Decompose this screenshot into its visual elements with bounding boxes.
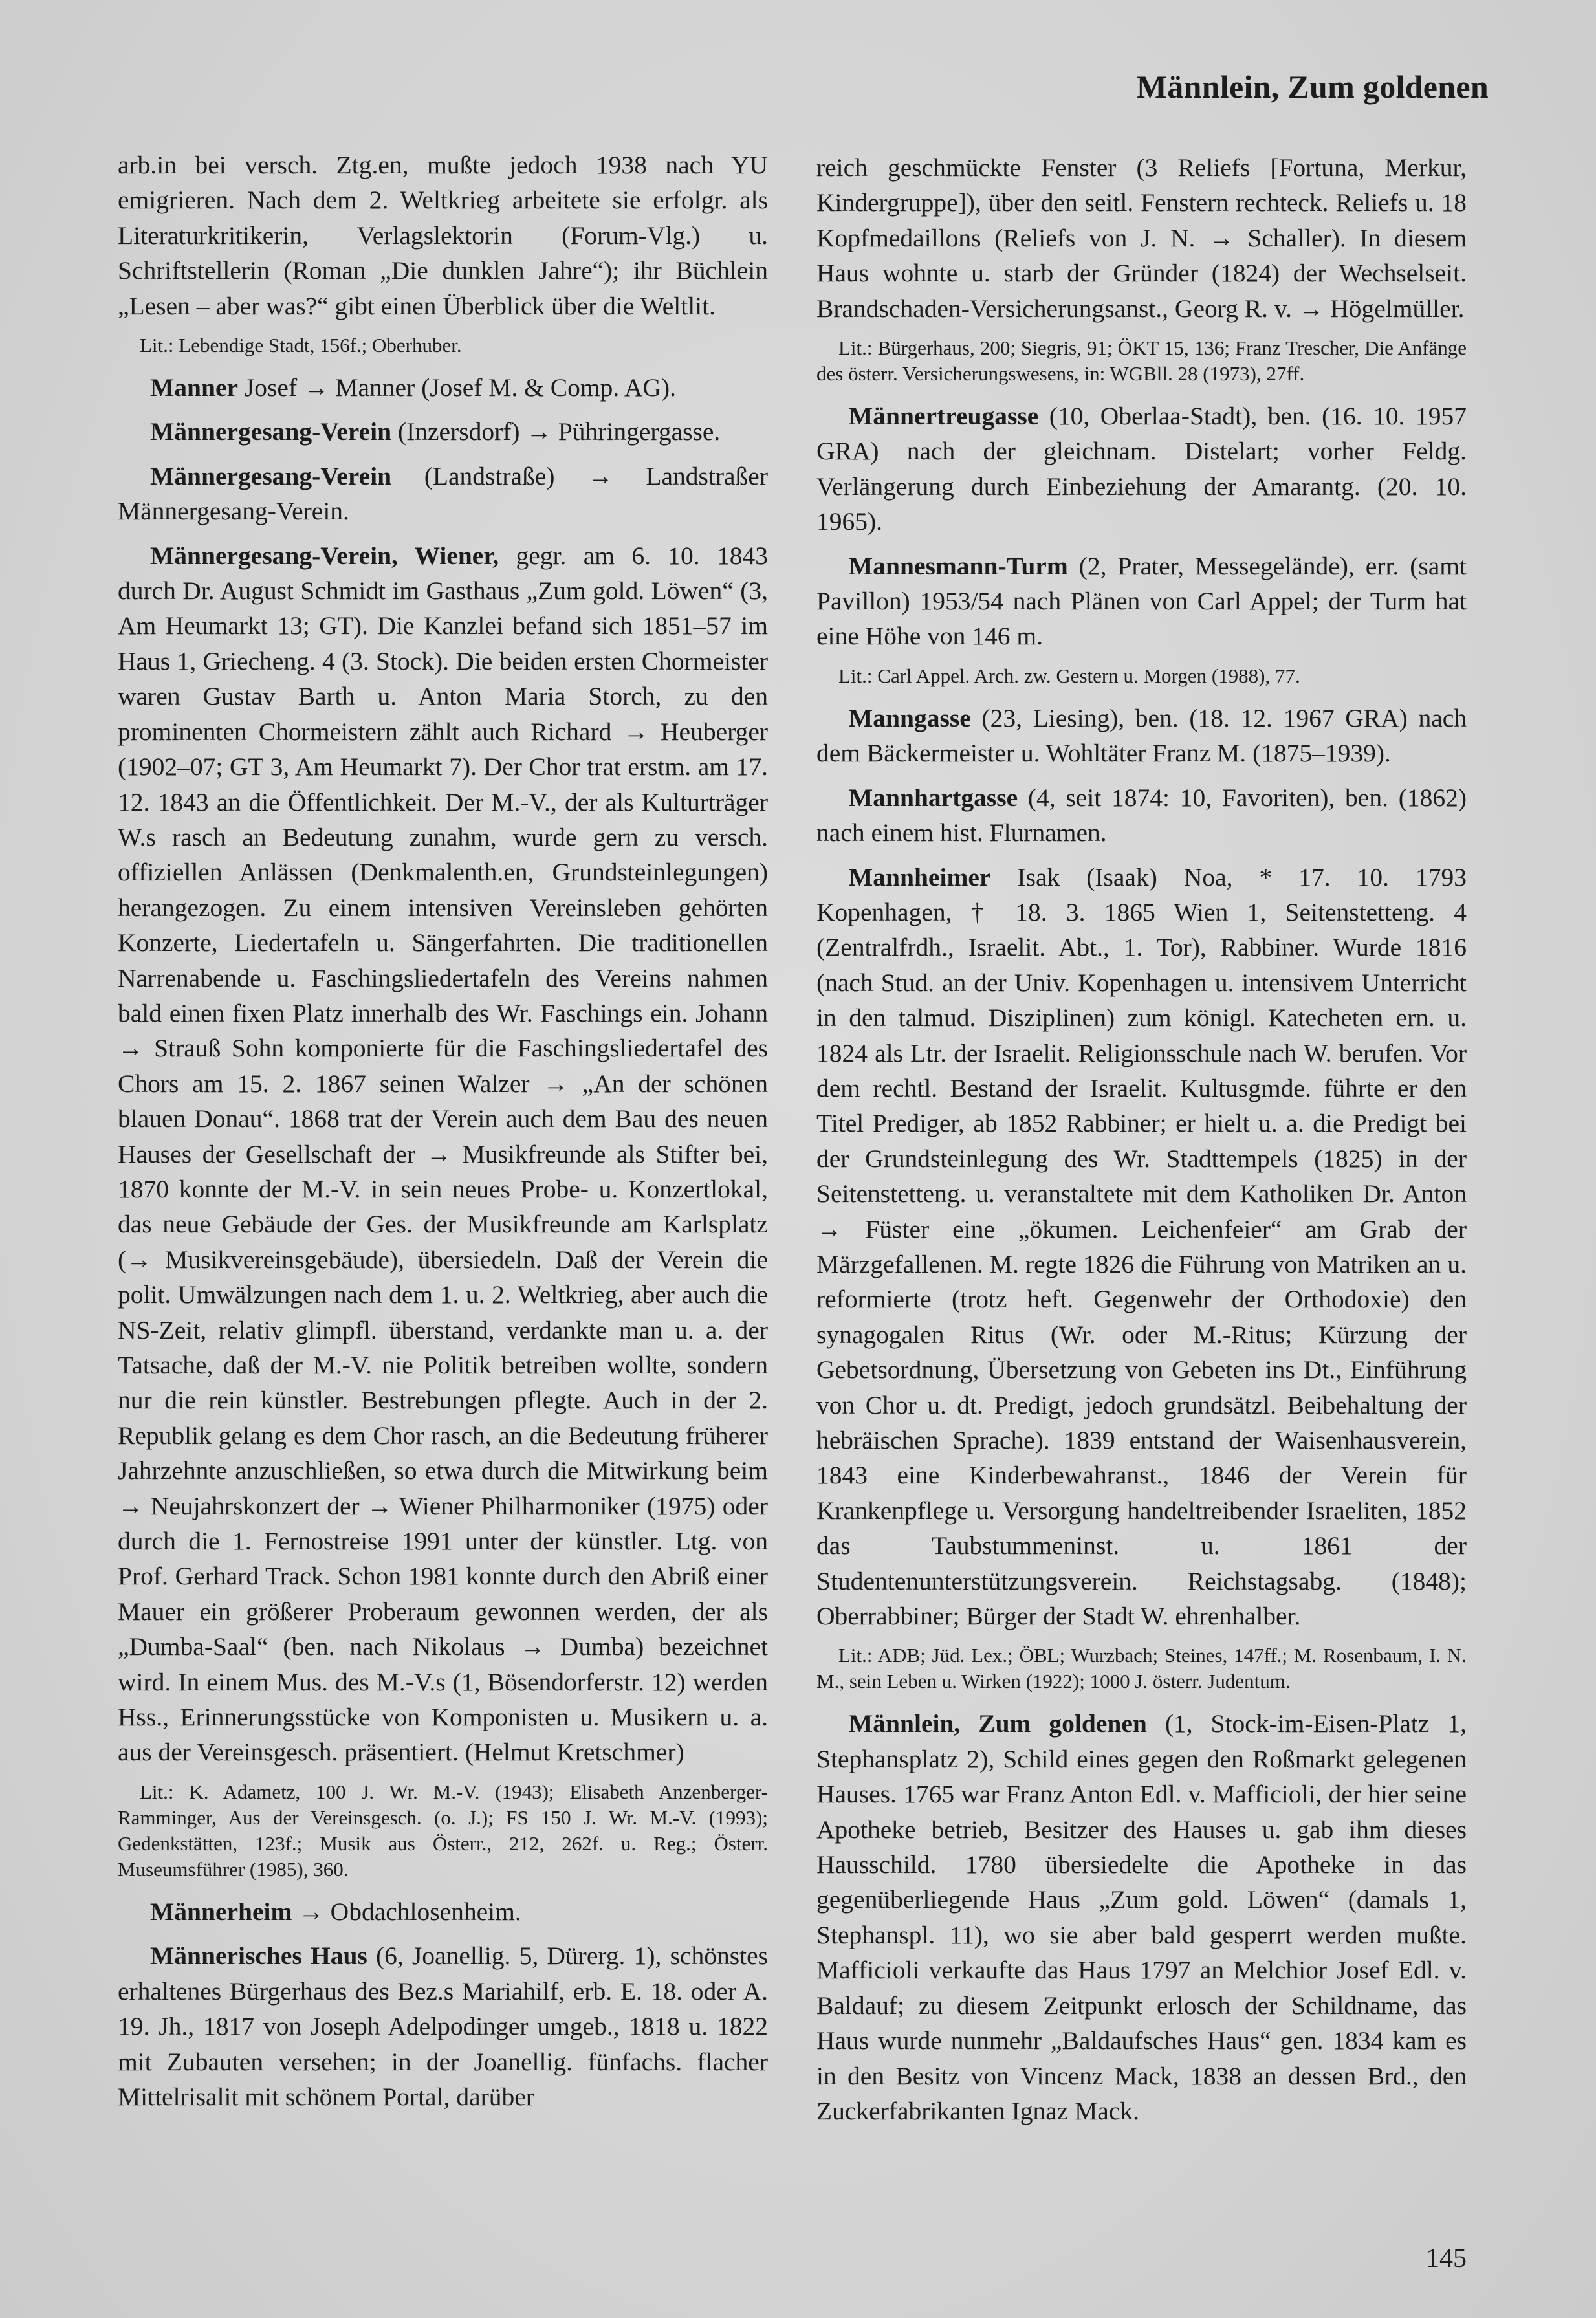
entry-text: (23, Liesing), ben. (18. 12. 1967 GRA) nach dem Bäckermeister u. Wohltäter Franz M. (1875–1939). xyxy=(816,703,1467,768)
entry-text: reich geschmückte Fenster (3 Reliefs [Fortuna, Merkur, Kindergruppe]), über den seitl. Fenstern rechteck. Reliefs u. 18 Kopfmedaillons (Reliefs von J. N. → Schaller). In diesem Haus wohnte u. starb der Gründer (1824) der Wechselseit. Brandschaden-Versicherungsanst., Georg R. v. → Högelmüller. xyxy=(816,153,1467,323)
entry-headword: Manner xyxy=(150,373,239,402)
entry-headword: Männergesang-Verein, Wiener, xyxy=(150,541,499,570)
literature-note: Lit.: ADB; Jüd. Lex.; ÖBL; Wurzbach; Steines, 147ff.; M. Rosenbaum, I. N. M., sein Leben u. Wirken (1922); 1000 J. österr. Judentum. xyxy=(816,1644,1467,1693)
entry-headword: Männergesang-Verein xyxy=(150,461,392,490)
entry-headword: Männerisches Haus xyxy=(150,1941,367,1971)
entry xyxy=(816,150,1467,326)
entry-text: (4, seit 1874: 10, Favoriten), ben. (1862) nach einem hist. Flurnamen. xyxy=(816,783,1467,847)
entry-headword: Männergesang-Verein xyxy=(150,417,392,446)
literature-note: Lit.: Lebendige Stadt, 156f.; Oberhuber. xyxy=(140,334,462,357)
literature-note: Lit.: K. Adametz, 100 J. Wr. M.-V. (1943); Elisabeth Anzenberger-Ramminger, Aus der Vereinsgesch. (o. J.); FS 150 J. Wr. M.-V. (1993); Gedenkstätten, 123f.; Musik aus Österr., 212, 262f. u. Reg.; Österr. Museumsführer (1985), 360. xyxy=(118,1780,768,1881)
entry xyxy=(118,1894,768,1929)
entry xyxy=(816,860,1467,1634)
entry-text: Josef → Manner (Josef M. & Comp. AG). xyxy=(244,373,676,402)
left-column xyxy=(118,148,768,2123)
entry-headword: Männerheim xyxy=(150,1897,292,1926)
entry-text: Isak (Isaak) Noa, * 17. 10. 1793 Kopenhagen, † 18. 3. 1865 Wien 1, Seitenstetteng. 4 (Zentralfrdh., Israelit. Abt., 1. Tor), Rabbiner. Wurde 1816 (nach Stud. an der Univ. Kopenhagen u. intensivem Unterricht in den talmud. Disziplinen) zum königl. Katecheten ern. u. 1824 als Ltr. der Israelit. Religionsschule nach W. berufen. Vor dem rechtl. Bestand der Israelit. Kultusgmde. führte er den Titel Prediger, ab 1852 Rabbiner; er hielt u. a. die Predigt bei der Grundsteinlegung des Wr. Stadttempels (1825) in der Seitenstetteng. u. veranstaltete mit dem Katholiken Dr. Anton → Füster eine „ökumen. Leichenfeier“ am Grab der Märzgefallenen. M. regte 1826 die Führung von Matriken an u. reformierte (trotz heft. Gegenwehr der Orthodoxie) den synagogalen Ritus (Wr. oder M.-Ritus; Kürzung der Gebetsordnung, Übersetzung von Gebeten ins Dt., Einführung von Chor u. dt. Predigt, jedoch grundsätzl. Beibehaltung der hebräischen Sprache). 1839 entstand der Waisenhausverein, 1843 eine Kinderbewahranst., 1846 der Verein für Krankenpflege u. Versorgung handeltreibender Israeliten, 1852 das Taubstummeninst. u. 1861 der Studentenunterstützungsverein. Reichstagsabg. (1848); Oberrabbiner; Bürger der Stadt W. ehrenhalber. xyxy=(816,862,1467,1631)
page-number: 145 xyxy=(1426,2244,1467,2273)
literature-note: Lit.: Carl Appel. Arch. zw. Gestern u. Morgen (1988), 77. xyxy=(838,664,1300,687)
entry xyxy=(816,399,1467,540)
entry-text: (Inzersdorf) → Pühringergasse. xyxy=(397,417,721,446)
literature-note: Lit.: Bürgerhaus, 200; Siegris, 91; ÖKT 15, 136; Franz Trescher, Die Anfänge des österr. Versicherungswesens, in: WGBll. 28 (1973), 27ff. xyxy=(816,336,1467,386)
entry-headword: Männlein, Zum goldenen xyxy=(849,1709,1147,1738)
entry xyxy=(816,701,1467,771)
running-head: Männlein, Zum goldenen xyxy=(1136,69,1489,105)
entry xyxy=(118,538,768,1770)
entry xyxy=(816,1706,1467,2128)
entry-text: (6, Joanellig. 5, Dürerg. 1), schönstes erhaltenes Bürgerhaus des Bez.s Mariahilf, erb. E. 18. oder A. 19. Jh., 1817 von Joseph Adelpodinger umgeb., 1818 u. 1822 mit Zubauten versehen; in der Joanellig. fünfachs. flacher Mittelrisalit mit schönem Portal, darüber xyxy=(118,1941,768,2111)
entry xyxy=(816,780,1467,851)
entry xyxy=(118,459,768,529)
entry-text: gegr. am 6. 10. 1843 durch Dr. August Schmidt im Gasthaus „Zum gold. Löwen“ (3, Am Heumarkt 13; GT). Die Kanzlei befand sich 1851–57 im Haus 1, Griecheng. 4 (3. Stock). Die beiden ersten Chormeister waren Gustav Barth u. Anton Maria Storch, zu den prominenten Chormeistern zählt auch Richard → Heuberger (1902–07; GT 3, Am Heumarkt 7). Der Chor trat erstm. am 17. 12. 1843 an die Öffentlichkeit. Der M.-V., der als Kulturträger W.s rasch an Bedeutung zunahm, wurde gern zu versch. offiziellen Anlässen (Denkmalenth.en, Grundsteinlegungen) herangezogen. Zu einem intensiven Vereinsleben gehörten Konzerte, Liedertafeln u. Sängerfahrten. Die traditionellen Narrenabende u. Faschingsliedertafeln des Vereins nahmen bald einen fixen Platz innerhalb des Wr. Faschings ein. Johann → Strauß Sohn komponierte für die Faschingsliedertafel des Chors am 15. 2. 1867 seinen Walzer → „An der schönen blauen Donau“. 1868 trat der Verein auch dem Bau des neuen Hauses der Gesellschaft der → Musikfreunde als Stifter bei, 1870 konnte der M.-V. in sein neues Probe- u. Konzertlokal, das neue Gebäude der Ges. der Musikfreunde am Karlsplatz (→ Musikvereinsgebäude), übersiedeln. Daß der Verein die polit. Umwälzungen nach dem 1. u. 2. Weltkrieg, aber auch die NS-Zeit, relativ glimpfl. überstand, verdankte man u. a. der Tatsache, daß der M.-V. nie Politik betreiben wollte, sondern nur die rein künstler. Bestrebungen pflegte. Auch in der 2. Republik gelang es dem Chor rasch, an die Bedeutung früherer Jahrzehnte anzuschließen, so etwa durch die Mitwirkung beim → Neujahrskonzert der → Wiener Philharmoniker (1975) oder durch die 1. Fernostreise 1991 unter der künstler. Ltg. von Prof. Gerhard Track. Schon 1981 konnte durch den Abriß einer Mauer ein größerer Proberaum gewonnen werden, der als „Dumba-Saal“ (ben. nach Nikolaus → Dumba) bezeichnet wird. In einem Mus. des M.-V.s (1, Bösendorferstr. 12) werden Hss., Erinnerungsstücke von Komponisten u. Musikern u. a. aus der Vereinsgesch. präsentiert. (Helmut Kretschmer) xyxy=(118,541,769,1767)
entry-text: → Obdachlosenheim. xyxy=(298,1897,521,1926)
entry-text: (10, Oberlaa-Stadt), ben. (16. 10. 1957 GRA) nach der gleichnam. Distelart; vorher Feldg. Verlängerung durch Einbeziehung der Amarantg. (20. 10. 1965). xyxy=(816,402,1467,536)
entry-text: arb.in bei versch. Ztg.en, mußte jedoch 1938 nach YU emigrieren. Nach dem 2. Weltkrieg arbeitete sie erfolgr. als Literaturkritikerin, Verlagslektorin (Forum-Vlg.) u. Schriftstellerin (Roman „Die dunklen Jahre“); ihr Büchlein „Lesen – aber was?“ gibt einen Überblick über die Weltlit. xyxy=(118,151,768,320)
entry xyxy=(118,148,768,323)
entry-headword: Manngasse xyxy=(849,703,971,732)
entry xyxy=(118,414,768,449)
entry-headword: Mannhartgasse xyxy=(849,783,1018,812)
entry-headword: Mannesmann-Turm xyxy=(849,551,1068,580)
entry-text: (2, Prater, Messegelände), err. (samt Pavillon) 1953/54 nach Plänen von Carl Appel; der Turm hat eine Höhe von 146 m. xyxy=(816,551,1467,651)
entry-text: (1, Stock-im-Eisen-Platz 1, Stephansplatz 2), Schild eines gegen den Roßmarkt gelegenen Hauses. 1765 war Franz Anton Edl. v. Mafficioli, der hier seine Apotheke betrieb, Besitzer des Hauses u. gab ihm dieses Hausschild. 1780 übersiedelte die Apotheke in das gegenüberliegende Haus „Zum gold. Löwen“ (damals 1, Stephanspl. 11), wo sie aber bald gesperrt werden mußte. Mafficioli verkaufte das Haus 1797 an Melchior Josef Edl. v. Baldauf; zu diesem Zeitpunkt erlosch der Schildname, das Haus wurde nunmehr „Baldaufsches Haus“ gen. 1834 kam es in den Besitz von Vincenz Mack, 1838 an dessen Brd., den Zuckerfabrikanten Ignaz Mack. xyxy=(816,1709,1467,2125)
entry-headword: Mannheimer xyxy=(849,862,991,891)
right-column xyxy=(816,150,1467,2138)
entry xyxy=(118,370,768,405)
entry-text: (Landstraße) → Landstraßer Männergesang-Verein. xyxy=(118,461,768,526)
entry xyxy=(118,1938,768,2114)
entry-headword: Männertreugasse xyxy=(849,402,1039,431)
entry xyxy=(816,549,1467,654)
